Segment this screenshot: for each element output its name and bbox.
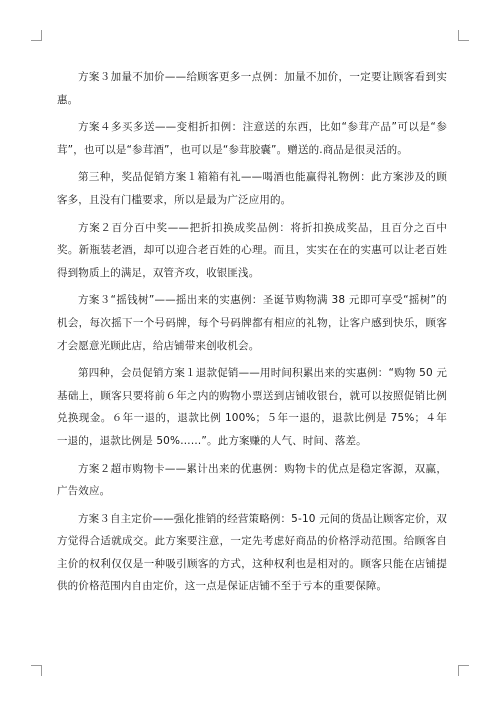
paragraph-self-pricing: 方案３自主定价——强化推销的经营策略例：5-10 元间的货品让顾客定价，双方觉得合适就成交。此方案要注意，一定先考虑好商品的价格浮动范围。给顾客自主价的权利仅仅是一种吸引顾客的方式，这种权利也是相对的。顾客只能在店铺提供的价格范围内自由定价，这一点是保证店铺不至于亏本的重要保障。 — [57, 512, 447, 593]
paragraph-guaranteed-prize: 方案２百分百中奖——把折扣换成奖品例：将折扣换成奖品，且百分之百中奖。新瓶装老酒，却可以迎合老百姓的心理。而且，实实在在的实惠可以让老百姓得到物质上的满足，双管齐攻，收银匪浅。 — [57, 221, 447, 279]
paragraph-refund-promotion: 第四种，会员促销方案１退款促销——用时间积累出来的实惠例：“购物 50 元基础上，顾客只要将前６年之内的购物小票送到店铺收银台，就可以按照促销比例兑换现金。６年一退的，退款比例 100%；５年一退的，退款比例是 75%；４年一退的，退款比例是 50%……”。此方案赚的人气、时间、落差。 — [57, 367, 447, 447]
paragraph-shopping-card: 方案２超市购物卡——累计出来的优惠例：购物卡的优点是稳定客源，双赢，广告效应。 — [57, 462, 447, 498]
paragraph-buy-more-get-more: 方案４多买多送——变相折扣例：注意送的东西，比如“参茸产品”可以是“参茸”，也可以是“参茸酒”，也可以是“参茸胶囊”。赠送的.商品是很灵活的。 — [57, 121, 447, 156]
crop-mark-bottom-left — [31, 665, 42, 676]
crop-mark-top-right — [458, 30, 469, 41]
paragraph-bonus-quantity: 方案３加量不加价——给顾客更多一点例：加量不加价，一定要让顾客看到实惠。 — [57, 71, 447, 106]
crop-mark-bottom-right — [458, 665, 469, 676]
paragraph-gift-in-every-box: 第三种，奖品促销方案１箱箱有礼——喝酒也能赢得礼物例：此方案涉及的顾客多，且没有门槛要求，所以是最为广泛应用的。 — [57, 171, 447, 206]
paragraph-money-tree: 方案３“摇钱树”——摇出来的实惠例：圣诞节购物满 38 元即可享受“摇树”的机会，每次摇下一个号码牌，每个号码牌都有相应的礼物，让客户感到快乐，顾客才会愿意光顾此店，给店铺带来创收机会。 — [57, 294, 447, 352]
crop-mark-top-left — [31, 30, 42, 41]
document-body — [57, 66, 447, 603]
